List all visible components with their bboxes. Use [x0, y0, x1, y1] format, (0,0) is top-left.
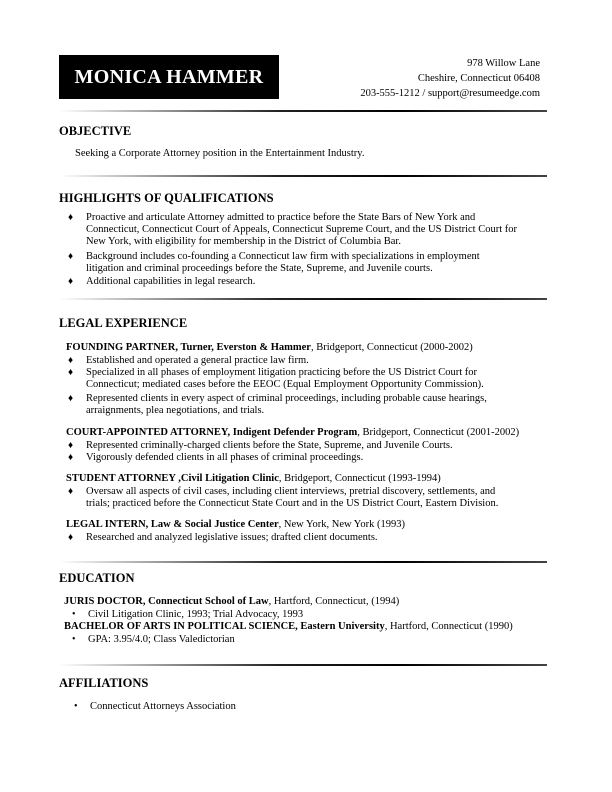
job-item: Represented criminally-charged clients before the State, Supreme, and Juvenile Courts. [86, 440, 453, 451]
diamond-bullet-icon: ♦ [68, 452, 74, 463]
degree-item: Civil Litigation Clinic, 1993; Trial Advocacy, 1993 [88, 609, 304, 620]
highlight-item: Additional capabilities in legal research. [86, 276, 256, 287]
diamond-bullet-icon: ♦ [68, 532, 74, 543]
name-banner [59, 55, 279, 99]
objective-title: OBJECTIVE [59, 124, 132, 138]
address-line-1: 978 Willow Lane [467, 58, 540, 69]
candidate-name: MONICA HAMMER [74, 65, 264, 88]
job-heading: STUDENT ATTORNEY ,Civil Litigation Clinic, Bridgeport, Connecticut (1993-1994) [66, 473, 441, 484]
affiliation-item: Connecticut Attorneys Association [90, 701, 236, 712]
job-item: Oversaw all aspects of civil cases, including client interviews, pretrial discovery, settlements, and trials; practiced before the Connecticut State Court and in the US District Court, Eastern Division. [86, 486, 499, 509]
degree-heading: JURIS DOCTOR, Connecticut School of Law, Hartford, Connecticut, (1994) [64, 596, 400, 607]
diamond-bullet-icon: ♦ [68, 251, 74, 262]
diamond-bullet-icon: ♦ [68, 276, 74, 287]
diamond-bullet-icon: ♦ [68, 355, 74, 366]
job-item: Represented clients in every aspect of criminal proceedings, including probable cause hearings, arraignments, plea negotiations, and trials. [86, 393, 487, 416]
highlight-item: Proactive and articulate Attorney admitted to practice before the State Bars of New York and Connecticut, Connecticut Court of Appeals, Connecticut Supreme Court, and the US District Court for New York, with eligibility for membership in the District of Columbia Bar. [86, 212, 518, 247]
dot-bullet-icon: • [74, 701, 78, 712]
section-divider [59, 175, 547, 177]
diamond-bullet-icon: ♦ [68, 486, 74, 497]
diamond-bullet-icon: ♦ [68, 367, 74, 378]
section-divider [59, 110, 547, 112]
diamond-bullet-icon: ♦ [68, 212, 74, 223]
section-divider [59, 664, 547, 666]
job-item: Vigorously defended clients in all phases of criminal proceedings. [86, 452, 364, 463]
job-item: Specialized in all phases of employment litigation practicing before the US District Court for Connecticut; mediated cases before the EEOC (Equal Employment Opportunity Commission). [86, 367, 484, 390]
highlights-title: HIGHLIGHTS OF QUALIFICATIONS [59, 191, 274, 205]
section-divider [59, 561, 547, 563]
diamond-bullet-icon: ♦ [68, 393, 74, 404]
job-item: Researched and analyzed legislative issues; drafted client documents. [86, 532, 378, 543]
affiliations-title: AFFILIATIONS [59, 676, 149, 690]
education-title: EDUCATION [59, 571, 135, 585]
job-item: Established and operated a general practice law firm. [86, 355, 309, 366]
dot-bullet-icon: • [72, 609, 76, 620]
address-line-2: Cheshire, Connecticut 06408 [417, 73, 540, 84]
dot-bullet-icon: • [72, 634, 76, 645]
job-heading: COURT-APPOINTED ATTORNEY, Indigent Defender Program, Bridgeport, Connecticut (2001-2002) [66, 427, 520, 438]
contact-block [360, 56, 540, 101]
job-heading: LEGAL INTERN, Law & Social Justice Center, New York, New York (1993) [66, 519, 405, 530]
degree-item: GPA: 3.95/4.0; Class Valedictorian [88, 634, 235, 645]
diamond-bullet-icon: ♦ [68, 440, 74, 451]
experience-title: LEGAL EXPERIENCE [59, 316, 188, 330]
phone-email: 203-555-1212 / support@resumeedge.com [360, 88, 540, 99]
job-heading: FOUNDING PARTNER, Turner, Everston & Hammer, Bridgeport, Connecticut (2000-2002) [66, 342, 473, 353]
degree-heading: BACHELOR OF ARTS IN POLITICAL SCIENCE, Eastern University, Hartford, Connecticut (1990) [64, 621, 513, 632]
highlight-item: Background includes co-founding a Connecticut law firm with specializations in employment litigation and criminal proceedings before the State, Supreme, and Juvenile courts. [86, 251, 480, 274]
objective-text: Seeking a Corporate Attorney position in the Entertainment Industry. [75, 148, 365, 159]
section-divider [59, 298, 547, 300]
